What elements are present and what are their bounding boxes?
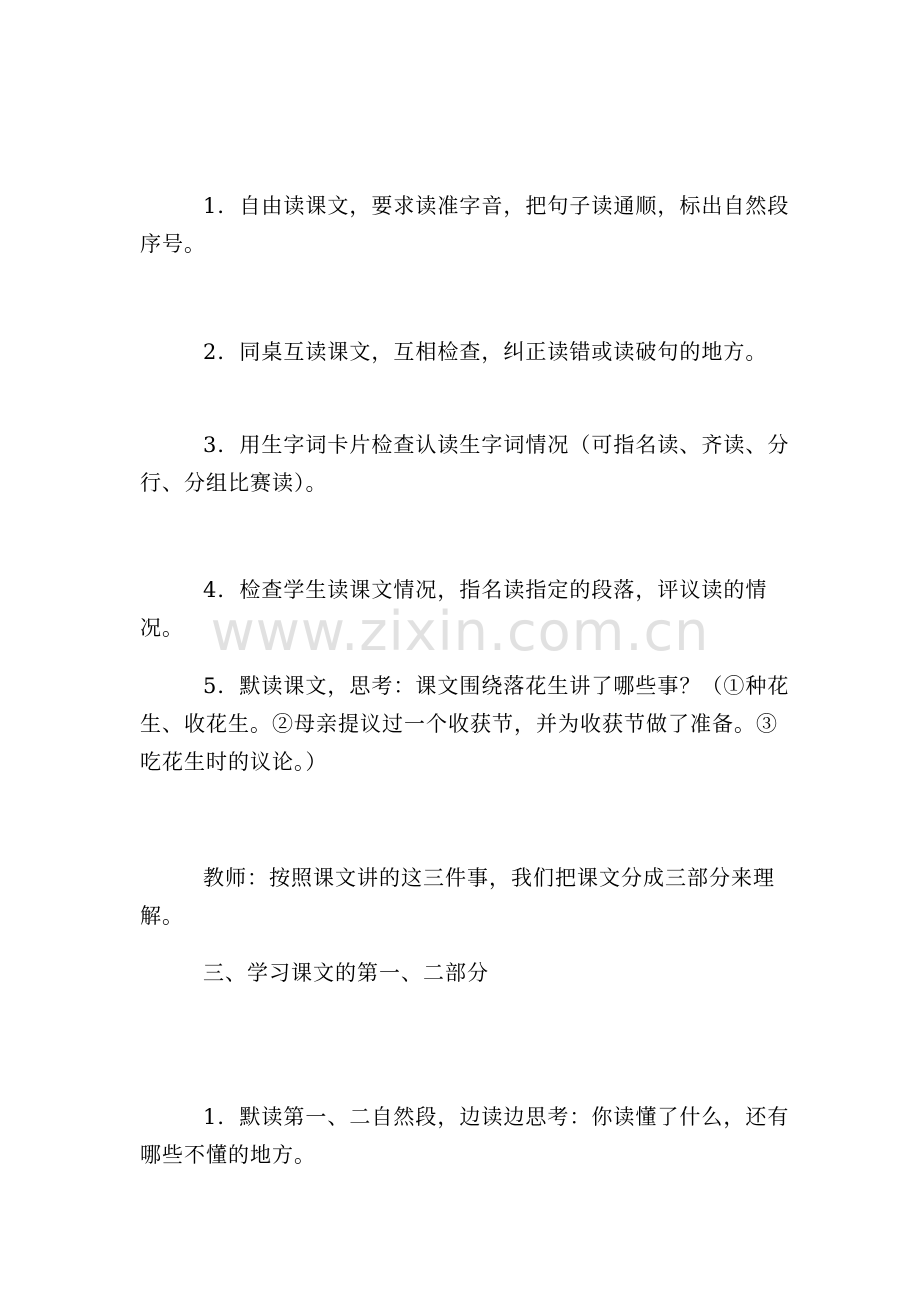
watermark-text: www.zixin.com.cn (210, 600, 710, 663)
paragraph-step-3-word-cards: 3．用生字词卡片检查认读生字词情况（可指名读、齐读、分行、分组比赛读）。 (140, 433, 790, 495)
paragraph-step-1-read-freely: 1．自由读课文，要求读准字音，把句子读通顺，标出自然段序号。 (140, 194, 790, 256)
paragraph-step-5-silent-reading: 5．默读课文，思考：课文围绕落花生讲了哪些事？（①种花生、收花生。②母亲提议过一个收获节，并为收获节做了准备。③吃花生时的议论。） (140, 674, 790, 774)
paragraph-step-4-check-reading: 4．检查学生读课文情况，指名读指定的段落，评议读的情况。 (140, 578, 768, 640)
paragraph-step-2-peer-reading: 2．同桌互读课文，互相检查，纠正读错或读破句的地方。 (203, 340, 768, 364)
paragraph-section3-step-1: 1．默读第一、二自然段，边读边思考：你读懂了什么，还有哪些不懂的地方。 (140, 1105, 790, 1167)
section-heading-part-three: 三、学习课文的第一、二部分 (203, 961, 489, 985)
paragraph-teacher-note: 教师：按照课文讲的这三件事，我们把课文分成三部分来理解。 (140, 866, 775, 928)
